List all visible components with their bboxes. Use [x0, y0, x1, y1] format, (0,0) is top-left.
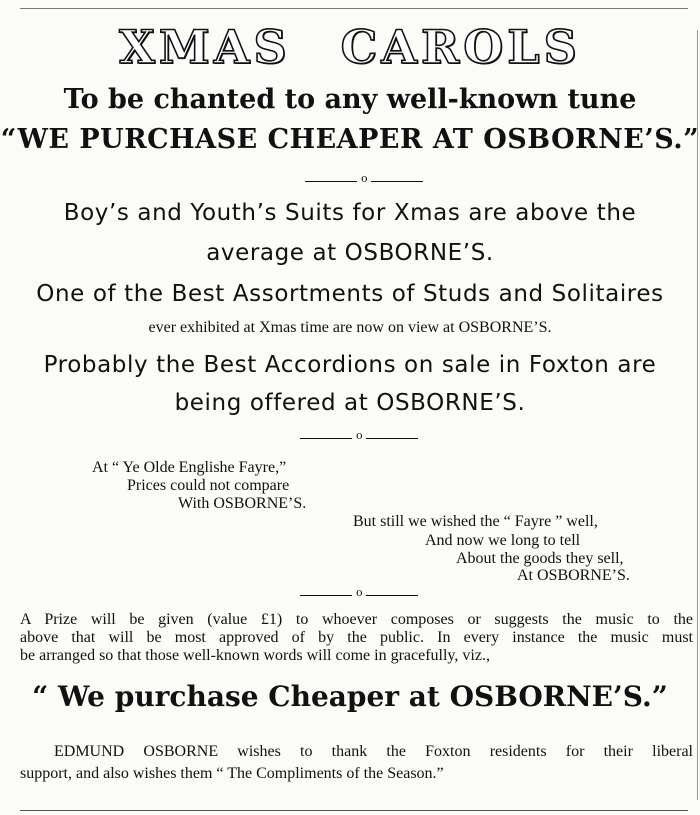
verse-line-1: At “ Ye Olde Englishe Fayre,”: [92, 459, 287, 476]
headline-word-carols: CAROLS: [340, 20, 581, 74]
verse-line-6: About the goods they sell,: [456, 550, 624, 567]
verse-line-2: Prices could not compare: [127, 477, 290, 494]
thanks-paragraph: [20, 741, 693, 785]
tagline: “ We purchase Cheaper at OSBORNE’S.”: [32, 680, 668, 713]
accordions-line-2: being offered at OSBORNE’S.: [174, 390, 526, 416]
bottom-rule: [20, 810, 688, 811]
thanks-line-2: support, and also wishes them “ The Compliments of the Season.”: [20, 765, 444, 782]
divider-2: [300, 429, 418, 444]
prize-paragraph: [20, 611, 693, 665]
divider-2-mark: o: [356, 429, 363, 442]
suits-line-2: average at OSBORNE’S.: [206, 240, 494, 266]
top-rule: [20, 8, 688, 9]
verse-line-4: But still we wished the “ Fayre ” well,: [353, 513, 598, 530]
verse-line-7: At OSBORNE’S.: [517, 567, 630, 584]
divider-3-mark: o: [356, 586, 363, 599]
subtitle-line-1: To be chanted to any well-known tune: [63, 84, 637, 115]
headline: [0, 20, 700, 74]
thanks-line-1: EDMUND OSBORNE wishes to thank the Foxton residents for their liberal: [54, 743, 693, 760]
prize-line-2: above that will be most approved of by the public. In every instance the music must: [20, 629, 693, 646]
verse-line-3: With OSBORNE’S.: [178, 495, 307, 512]
studs-line-2: ever exhibited at Xmas time are now on view at OSBORNE’S.: [148, 319, 552, 336]
verse-line-5: And now we long to tell: [425, 532, 581, 549]
headline-word-xmas: XMAS: [119, 20, 291, 74]
subtitle-line-2: “WE PURCHASE CHEAPER AT OSBORNE’S.”: [0, 124, 700, 155]
studs-line-1: One of the Best Assortments of Studs and Solitaires: [36, 281, 664, 307]
divider-3: [300, 586, 418, 601]
accordions-line-1: Probably the Best Accordions on sale in Foxton are: [43, 352, 657, 378]
prize-line-1: A Prize will be given (value £1) to whoever composes or suggests the music to the: [20, 611, 693, 628]
suits-line-1: Boy’s and Youth’s Suits for Xmas are above the: [63, 200, 637, 226]
divider-1: [305, 172, 423, 187]
prize-line-3: be arranged so that those well-known words will come in gracefully, viz.,: [20, 647, 490, 664]
divider-1-mark: o: [361, 172, 368, 185]
